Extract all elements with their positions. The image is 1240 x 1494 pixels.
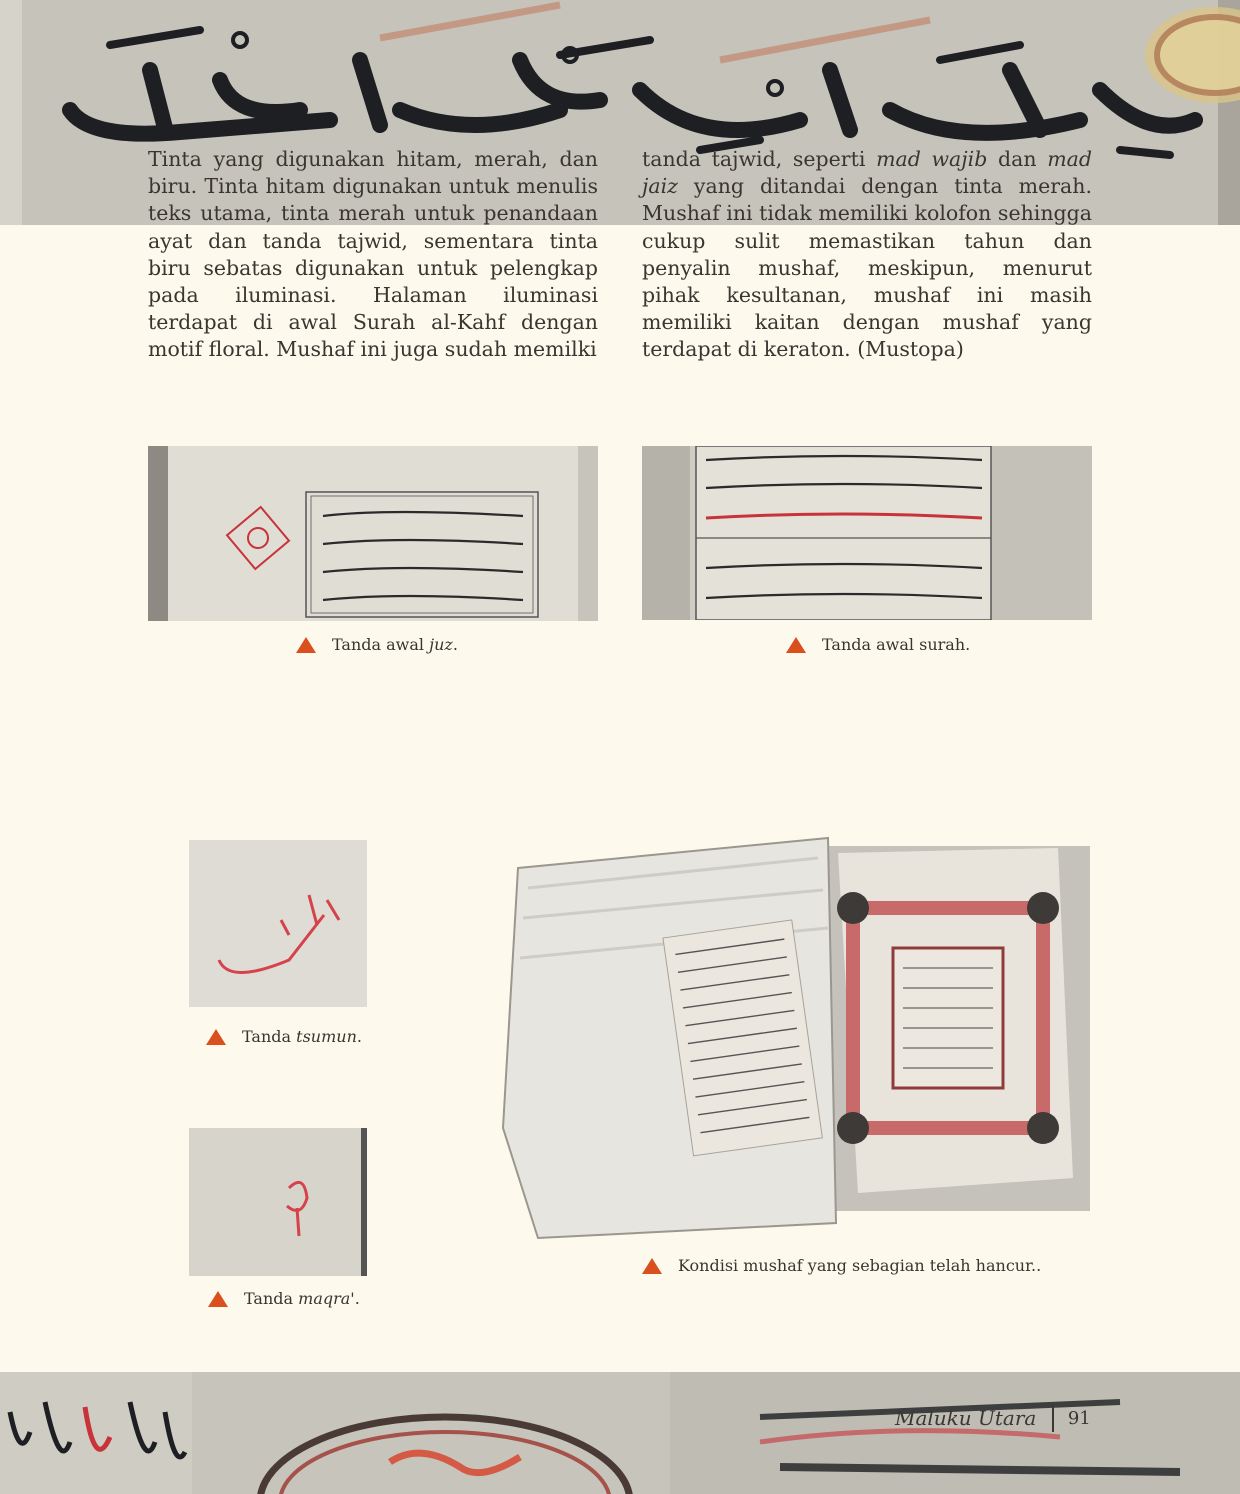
footer-region: Maluku Utara: [895, 1406, 1037, 1430]
col2-text-b: dan: [987, 147, 1048, 171]
page-footer: [895, 1404, 1091, 1432]
triangle-bullet-icon: [296, 637, 316, 653]
triangle-bullet-icon: [208, 1291, 228, 1307]
footer-separator: [1052, 1404, 1054, 1432]
caption-tanda-tsumun: [206, 1027, 362, 1046]
photo-kondisi-mushaf: [498, 828, 1096, 1240]
caption-tanda-awal-surah: [786, 635, 970, 654]
col2-text-c: yang ditandai dengan tinta merah. Mushaf ini tidak memiliki kolofon sehingga cukup sulit memastikan tahun dan penyalin mushaf, meskipun, menurut pihak kesultanan, mushaf ini masih memiliki kaitan dengan mushaf yang terdapat di keraton. (Mustopa): [642, 174, 1092, 362]
caption-text: Kondisi mushaf yang sebagian telah hancur..: [678, 1256, 1042, 1275]
photo-tanda-awal-juz: [148, 446, 598, 621]
caption-kondisi-mushaf: [642, 1256, 1041, 1275]
col2-term-mad-jaiz: mad jaiz: [642, 147, 1092, 199]
caption-text: Tanda awal surah.: [822, 635, 971, 654]
caption-text: Tanda tsumun.: [242, 1027, 362, 1046]
caption-tanda-maqra: [208, 1289, 360, 1308]
col2-term-mad-wajib: mad wajib: [876, 147, 988, 171]
caption-text: Tanda maqra'.: [244, 1289, 360, 1308]
col2-text-a: tanda tajwid, seperti: [642, 147, 877, 171]
triangle-bullet-icon: [786, 637, 806, 653]
page-number: 91: [1067, 1407, 1091, 1429]
triangle-bullet-icon: [642, 1258, 662, 1274]
article-column-right: [642, 146, 1092, 364]
photo-tanda-maqra: [189, 1128, 367, 1276]
photo-tanda-awal-surah: [642, 446, 1092, 620]
footer-manuscript-photo: [0, 1372, 1240, 1494]
photo-tanda-tsumun: [189, 840, 367, 1007]
triangle-bullet-icon: [206, 1029, 226, 1045]
caption-text: Tanda awal juz.: [332, 635, 458, 654]
caption-tanda-awal-juz: [296, 635, 458, 654]
article-column-left: Tinta yang digunakan hitam, merah, dan biru. Tinta hitam digunakan untuk menulis teks utama, tinta merah untuk penandaan ayat dan tanda tajwid, sementara tinta biru sebatas digunakan untuk pelengkap pada iluminasi. Halaman iluminasi terdapat di awal Surah al-Kahf dengan motif floral. Mushaf ini juga sudah memilki: [148, 147, 598, 362]
